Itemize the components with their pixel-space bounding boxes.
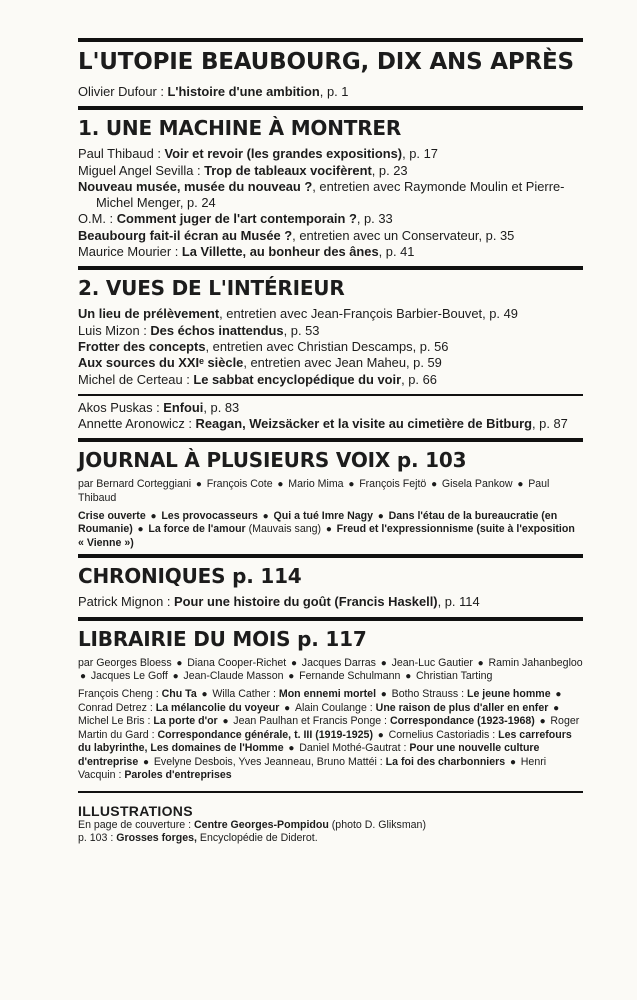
review-title: La mélancolie du voyeur	[155, 701, 280, 714]
entry-page: , p. 66	[401, 371, 437, 387]
entry-author: Miguel Angel Sevilla :	[78, 162, 205, 178]
entry-title: Nouveau musée, musée du nouveau ?	[78, 178, 313, 194]
bullet-icon: ●	[474, 657, 487, 669]
entry-title: Aux sources du XXIᵉ siècle	[78, 355, 244, 371]
bullet-icon: ●	[147, 510, 160, 522]
toc-entry	[78, 163, 583, 179]
bullet-icon: ●	[274, 479, 287, 491]
bullet-icon: ●	[281, 702, 293, 714]
divider	[78, 791, 583, 793]
entry-title: Beaubourg fait-il écran au Musée ?	[78, 227, 293, 243]
review-title: Pour une nouvelle culture d'entreprise	[78, 742, 540, 768]
toc-entry	[78, 355, 583, 371]
journal-block	[78, 478, 583, 550]
topic-title: Les provocasseurs	[161, 509, 258, 522]
toc-entry	[78, 244, 583, 260]
review-author: Cornelius Castoriadis :	[388, 728, 499, 741]
bullet-icon: ●	[288, 657, 300, 669]
entry-title: Des échos inattendus	[150, 322, 284, 338]
entry-author: Maurice Mourier :	[78, 244, 182, 260]
bullet-icon: ●	[428, 479, 440, 491]
entry-title: Le sabbat encyclopédique du voir	[193, 371, 402, 387]
entry-title: Comment juger de l'art contemporain ?	[116, 211, 357, 227]
review-author: Botho Strauss :	[391, 687, 467, 700]
review-author: Alain Coulange :	[294, 701, 376, 714]
entry-page: , entretien avec Christian Descamps, p. 56	[205, 338, 449, 354]
contributor-name: François Cote	[206, 478, 273, 491]
entry-page: , p. 53	[283, 322, 320, 338]
entry-list	[78, 400, 583, 433]
illustrations-credits	[78, 819, 583, 846]
entry-author: O.M. :	[78, 211, 117, 227]
topic-title: Crise ouverte	[78, 509, 146, 522]
intro-entry	[78, 84, 583, 100]
review-title: Correspondance (1923-1968)	[389, 715, 535, 728]
section-heading: JOURNAL À PLUSIEURS VOIX p. 103	[78, 448, 467, 473]
topic-title: Freud et l'expressionnisme (suite à l'exposition « Vienne »)	[78, 523, 575, 549]
review-author: Willa Cather :	[212, 687, 279, 700]
bullet-icon: ●	[323, 524, 335, 536]
toc-entry	[78, 179, 583, 212]
contributor-name: Christian Tarting	[416, 670, 493, 683]
review-title: Paroles d'entreprises	[124, 769, 232, 782]
entry-title: Un lieu de prélèvement	[78, 306, 220, 322]
credit-line: En page de couverture : Centre Georges-Pompidou (photo D. Gliksman)	[78, 819, 426, 832]
page-title: L'UTOPIE BEAUBOURG, DIX ANS APRÈS	[78, 49, 574, 75]
section-heading: 2. VUES DE L'INTÉRIEUR	[78, 276, 345, 301]
contributor-name: François Fejtö	[359, 478, 427, 491]
contributor-name: Bernard Corteggiani	[96, 478, 192, 491]
reviews-list	[78, 688, 583, 783]
bullet-icon: ●	[198, 688, 211, 700]
entry-author: Akos Puskas :	[78, 399, 164, 415]
contributor-name: Jacques Le Goff	[90, 670, 168, 683]
credit-line: p. 103 : Grosses forges, Encyclopédie de Diderot.	[78, 832, 318, 845]
contributor-name: Jacques Darras	[301, 656, 376, 669]
contributor-name: Diana Cooper-Richet	[187, 656, 287, 669]
bullet-icon: ●	[193, 479, 205, 491]
contributor-name: Paul Thibaud	[78, 478, 550, 505]
bullet-icon: ●	[134, 524, 147, 536]
bullet-icon: ●	[536, 716, 549, 728]
toc-entry: Patrick Mignon : Pour une histoire du goût (Francis Haskell), p. 114	[78, 594, 480, 610]
contributor-name: Jean-Luc Gautier	[391, 656, 473, 669]
bullet-icon: ●	[378, 688, 390, 700]
divider	[78, 554, 583, 558]
bullet-icon: ●	[285, 671, 298, 683]
entry-author: Michel de Certeau :	[78, 371, 194, 387]
bullet-icon: ●	[507, 756, 519, 768]
bullet-icon: ●	[80, 671, 89, 683]
entry-page: , p. 17	[402, 146, 438, 162]
review-author: Michel Le Bris :	[78, 715, 154, 728]
illustrations-heading: ILLUSTRATIONS	[78, 803, 193, 820]
bullet-icon: ●	[173, 657, 186, 669]
review-title: La porte d'or	[153, 715, 218, 728]
toc-entry	[78, 372, 583, 388]
entry-title: Voir et revoir (les grandes expositions)	[164, 146, 403, 162]
entry-author: Annette Aronowicz :	[78, 416, 196, 432]
entry-author: Luis Mizon :	[78, 322, 151, 338]
entry-page: , p. 33	[356, 211, 393, 227]
by-label: par	[78, 656, 97, 669]
section-heading: LIBRAIRIE DU MOIS p. 117	[78, 626, 367, 651]
toc-entry	[78, 228, 583, 244]
entry-page: , entretien avec Jean-François Barbier-Bouvet, p. 49	[219, 306, 518, 322]
entry-page: , p. 23	[371, 162, 408, 178]
toc-entry	[78, 306, 583, 322]
bullet-icon: ●	[550, 702, 560, 714]
divider	[78, 38, 583, 42]
section-heading: 1. UNE MACHINE À MONTRER	[78, 116, 402, 141]
bullet-icon: ●	[169, 671, 182, 683]
topic-title: Dans l'étau de la bureaucratie (en Roumanie)	[78, 509, 558, 536]
bullet-icon: ●	[552, 688, 562, 700]
chroniques-entry	[78, 594, 583, 610]
contributor-name: Ramin Jahanbegloo	[488, 656, 583, 669]
bullet-icon: ●	[285, 743, 298, 755]
bullet-icon: ●	[374, 729, 387, 741]
toc-entry: Olivier Dufour : L'histoire d'une ambition, p. 1	[78, 84, 349, 99]
entry-page: , p. 41	[378, 244, 415, 260]
review-author: Daniel Mothé-Gautrat :	[299, 742, 410, 755]
librairie-block	[78, 657, 583, 783]
review-title: Chu Ta	[161, 687, 197, 700]
review-author: Roger Martin du Gard :	[78, 715, 580, 741]
contributor-name: Georges Bloess	[96, 656, 172, 669]
toc-entry	[78, 146, 583, 162]
review-title: Mon ennemi mortel	[278, 687, 377, 700]
contributors-list	[78, 478, 583, 505]
divider	[78, 266, 583, 270]
bullet-icon: ●	[402, 671, 415, 683]
review-author: Jean Paulhan et Francis Ponge :	[233, 715, 390, 728]
entry-title: Enfoui	[163, 399, 204, 415]
review-title: La foi des charbonniers	[385, 755, 506, 768]
bullet-icon: ●	[259, 510, 272, 522]
contributor-name: Fernande Schulmann	[299, 670, 401, 683]
bullet-icon: ●	[140, 756, 152, 768]
contributor-name: Mario Mima	[288, 478, 344, 491]
toc-entry	[78, 211, 583, 227]
toc-entry	[78, 416, 583, 432]
contributor-name: Jean-Claude Masson	[183, 670, 284, 683]
bullet-icon: ●	[377, 657, 390, 669]
entry-page: , p. 87	[532, 416, 568, 432]
section-heading: CHRONIQUES p. 114	[78, 564, 302, 589]
divider	[78, 394, 583, 396]
review-author: François Cheng :	[78, 687, 162, 700]
review-author: Conrad Detrez :	[78, 701, 156, 714]
review-title: Les carrefours du labyrinthe, Les domaines de l'Homme	[78, 728, 572, 755]
review-title: Correspondance générale, t. III (1919-1925)	[157, 728, 373, 741]
entry-title: Trop de tableaux vocifèrent	[204, 162, 372, 178]
review-title: Le jeune homme	[467, 687, 551, 700]
table-of-contents	[78, 38, 583, 846]
bullet-icon: ●	[375, 510, 387, 522]
review-title: Une raison de plus d'aller en enfer	[375, 701, 549, 714]
entry-title: La Villette, au bonheur des ânes	[181, 244, 379, 260]
contributors-list	[78, 657, 583, 684]
entry-list	[78, 306, 583, 387]
review-author: Henri Vacquin :	[78, 755, 547, 782]
divider	[78, 438, 583, 442]
topic-title: Qui a tué Imre Nagy	[273, 509, 374, 522]
entry-page: , entretien avec un Conservateur, p. 35	[292, 227, 515, 243]
toc-entry	[78, 400, 583, 416]
contributor-name: Gisela Pankow	[441, 478, 513, 491]
entry-page: , entretien avec Jean Maheu, p. 59	[243, 355, 442, 371]
entry-page: , entretien avec Raymonde Moulin et Pierre-Michel Menger, p. 24	[96, 178, 565, 211]
entry-author: Paul Thibaud :	[78, 146, 165, 162]
divider	[78, 106, 583, 110]
bullet-icon: ●	[219, 716, 232, 728]
toc-entry	[78, 339, 583, 355]
entry-list	[78, 146, 583, 260]
entry-page: , p. 83	[203, 399, 240, 415]
bullet-icon: ●	[345, 479, 358, 491]
entry-title: Reagan, Weizsäcker et la visite au cimetière de Bitburg	[195, 416, 533, 432]
topic-note: (Mauvais sang)	[245, 523, 322, 536]
topic-title: La force de l'amour	[148, 523, 246, 536]
entry-title: Frotter des concepts	[78, 338, 206, 354]
toc-entry	[78, 323, 583, 339]
bullet-icon: ●	[514, 479, 527, 491]
review-author: Evelyne Desbois, Yves Jeanneau, Bruno Mattéi :	[153, 755, 386, 768]
by-label: par	[78, 478, 97, 491]
divider	[78, 617, 583, 621]
topics-list	[78, 510, 583, 551]
